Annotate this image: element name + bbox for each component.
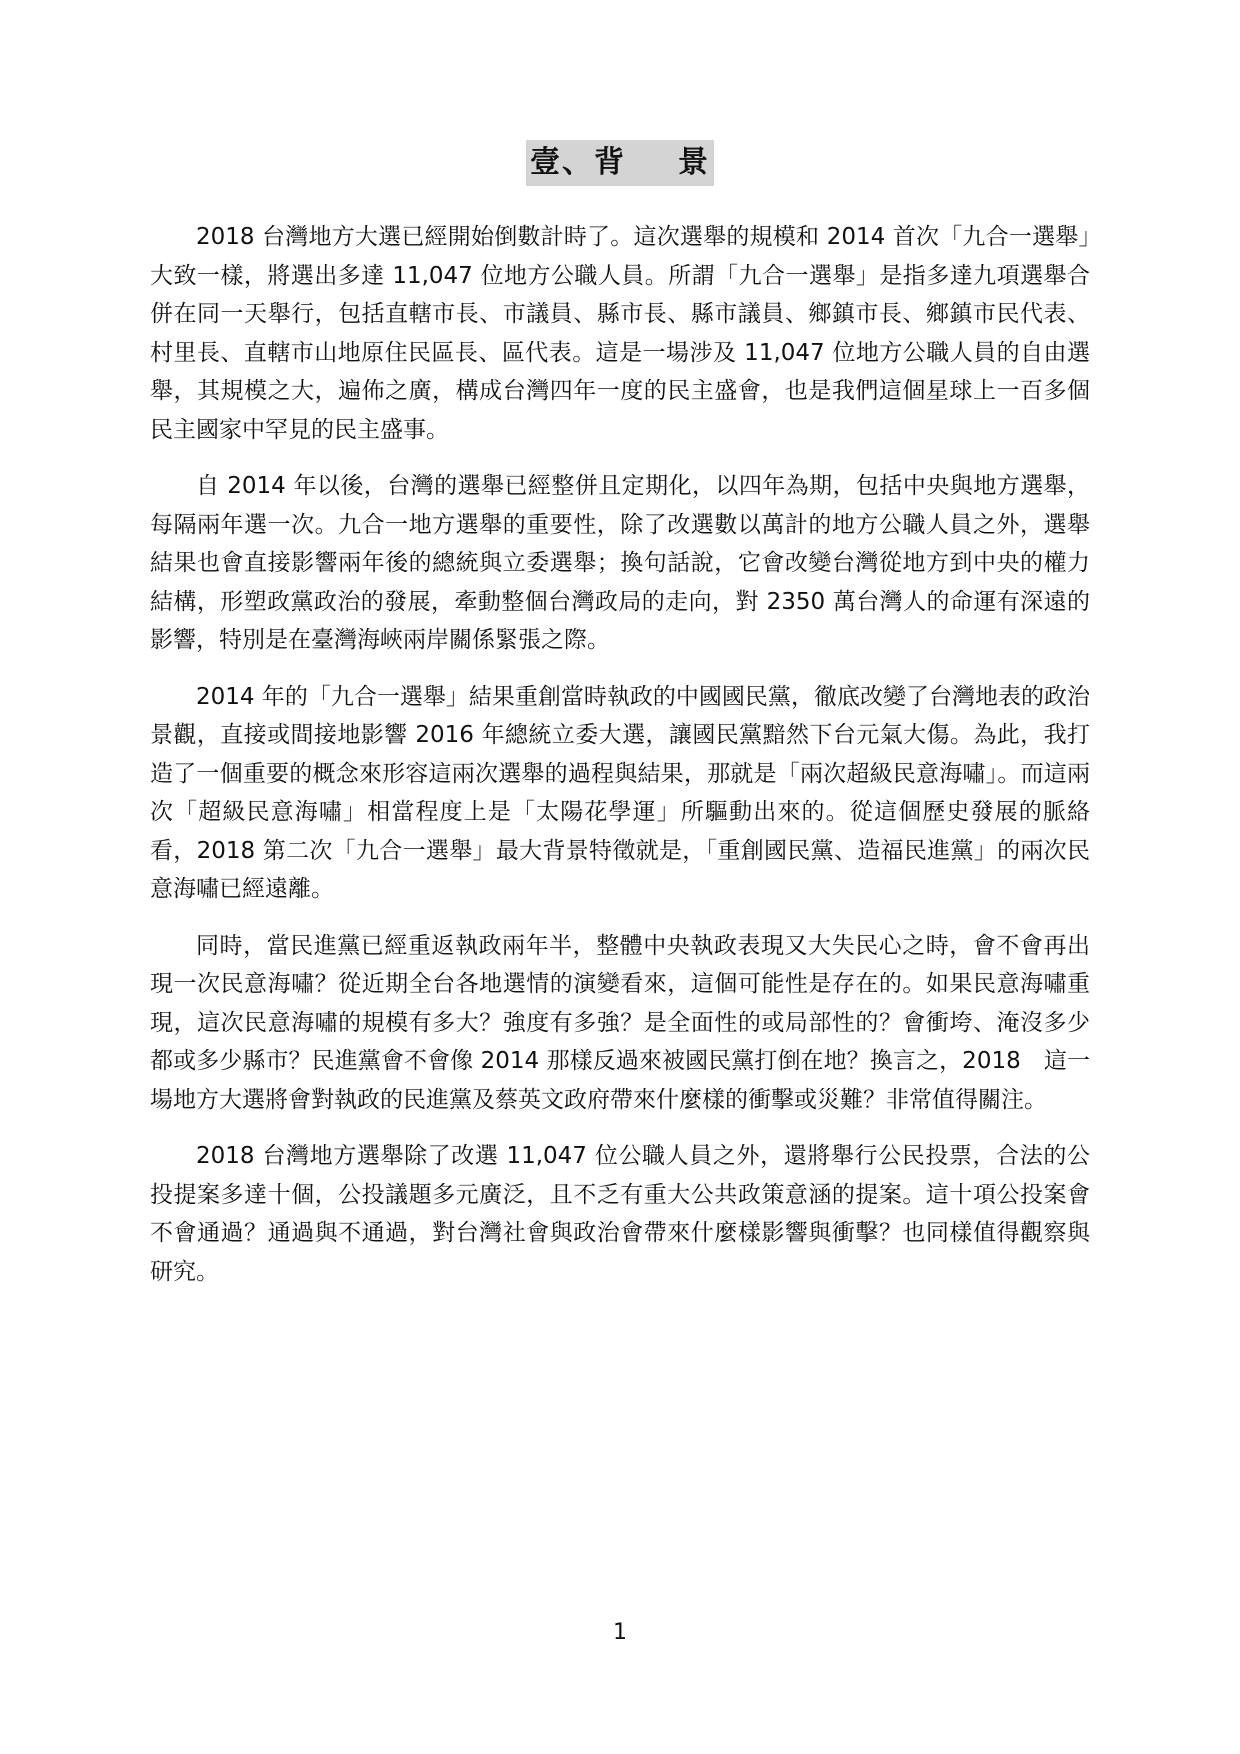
body-text [150, 218, 1090, 1309]
section-heading-part-2: 景 [678, 145, 710, 180]
paragraph-1: 2018 台灣地方大選已經開始倒數計時了。這次選舉的規模和 2014 首次「九合一選舉」大致一樣，將選出多達 11,047 位地方公職人員。所謂「九合一選舉」是指多達九項選舉合併在同一天舉行，包括直轄市長、市議員、縣市長、縣市議員、鄉鎮市長、鄉鎮市民代表、村里長、直轄市山地原住民區長、區代表。這是一場涉及 11,047 位地方公職人員的自由選舉，其規模之大，遍佈之廣，構成台灣四年一度的民主盛會，也是我們這個星球上一百多個民主國家中罕見的民主盛事。 [150, 224, 1090, 443]
page-number: 1 [613, 1620, 627, 1645]
paragraph-5: 2018 台灣地方選舉除了改選 11,047 位公職人員之外，還將舉行公民投票，合法的公投提案多達十個，公投議題多元廣泛，且不乏有重大公共政策意涵的提案。這十項公投案會不會通過？通過與不通過，對台灣社會與政治會帶來什麼樣影響與衝擊？也同樣值得觀察與研究。 [150, 1143, 1090, 1285]
section-heading [526, 140, 714, 186]
paragraph-2: 自 2014 年以後，台灣的選舉已經整併且定期化，以四年為期，包括中央與地方選舉，每隔兩年選一次。九合一地方選舉的重要性，除了改選數以萬計的地方公職人員之外，選舉結果也會直接影響兩年後的總統與立委選舉；換句話說，它會改變台灣從地方到中央的權力結構，形塑政黨政治的發展，牽動整個台灣政局的走向，對 2350 萬台灣人的命運有深遠的影響，特別是在臺灣海峽兩岸關係緊張之際。 [150, 473, 1090, 653]
section-heading-part-1: 壹、背 [530, 145, 626, 180]
section-heading-wrapper [0, 140, 1240, 186]
paragraph-4: 同時，當民進黨已經重返執政兩年半，整體中央執政表現又大失民心之時，會不會再出現一次民意海嘯？從近期全台各地選情的演變看來，這個可能性是存在的。如果民意海嘯重現，這次民意海嘯的規模有多大？強度有多強？是全面性的或局部性的？會衝垮、淹沒多少都或多少縣市？民進黨會不會像 2014 那樣反過來被國民黨打倒在地？換言之，2018 這一場地方大選將會對執政的民進黨及蔡英文政府帶來什麼樣的衝擊或災難？非常值得關注。 [150, 932, 1090, 1113]
paragraph-3: 2014 年的「九合一選舉」結果重創當時執政的中國國民黨，徹底改變了台灣地表的政治景觀，直接或間接地影響 2016 年總統立委大選，讓國民黨黯然下台元氣大傷。為此，我打造了一個重要的概念來形容這兩次選舉的過程與結果，那就是「兩次超級民意海嘯」。而這兩次「超級民意海嘯」相當程度上是「太陽花學運」所驅動出來的。從這個歷史發展的脈絡看，2018 第二次「九合一選舉」最大背景特徵就是，「重創國民黨、造福民進黨」的兩次民意海嘯已經遠離。 [150, 683, 1090, 902]
